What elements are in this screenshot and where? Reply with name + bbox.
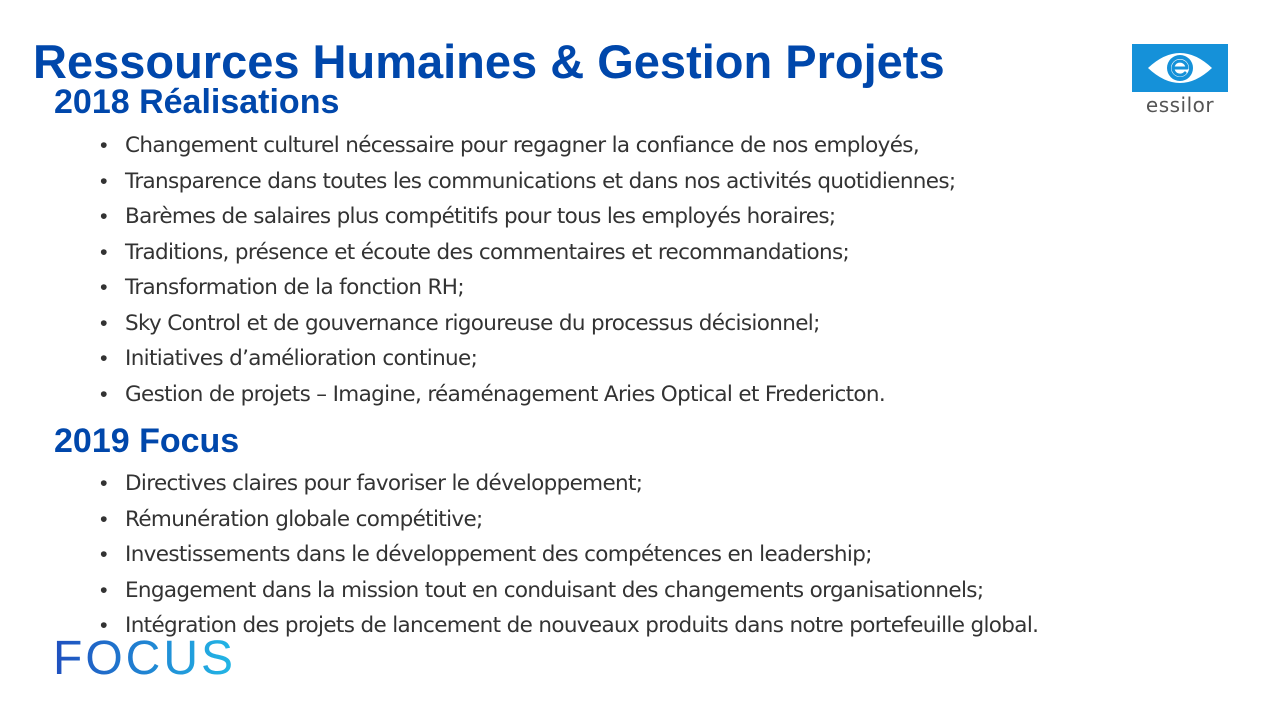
list-item: • Transformation de la fonction RH;: [100, 270, 956, 306]
list-item: • Directives claires pour favoriser le développement;: [100, 466, 1038, 502]
slide-title: Ressources Humaines & Gestion Projets: [33, 35, 945, 88]
bullet-icon: •: [100, 471, 107, 495]
bullet-icon: •: [100, 275, 107, 299]
list-item: • Traditions, présence et écoute des commentaires et recommandations;: [100, 235, 956, 271]
bullet-icon: •: [100, 204, 107, 228]
essilor-logo: [1132, 44, 1228, 116]
list-item: • Transparence dans toutes les communications et dans nos activités quotidiennes;: [100, 164, 956, 200]
bullet-icon: •: [100, 310, 107, 335]
list-2018-realisations: [100, 128, 956, 412]
list-item: • Sky Control et de gouvernance rigoureuse du processus décisionnel;: [100, 306, 956, 342]
bullet-icon: •: [100, 613, 107, 637]
bullet-icon: •: [100, 577, 107, 602]
bullet-icon: •: [100, 133, 107, 157]
bullet-icon: •: [100, 542, 107, 566]
bullet-icon: •: [100, 239, 107, 264]
list-item: • Intégration des projets de lancement de nouveaux produits dans notre portefeuille global.: [100, 608, 1038, 644]
list-item: • Investissements dans le développement des compétences en leadership;: [100, 537, 1038, 573]
heading-2018-realisations: 2018 Réalisations: [54, 83, 340, 121]
list-item: • Rémunération globale compétitive;: [100, 502, 1038, 538]
heading-2019-focus: 2019 Focus: [54, 422, 240, 460]
focus-wordmark: FOCUS: [53, 634, 236, 680]
essilor-wordmark: essilor: [1145, 93, 1215, 117]
list-item: • Barèmes de salaires plus compétitifs pour tous les employés horaires;: [100, 199, 956, 235]
bullet-icon: •: [100, 346, 107, 370]
list-2019-focus: [100, 466, 1038, 644]
bullet-icon: •: [100, 381, 107, 406]
bullet-icon: •: [100, 506, 107, 531]
list-item: • Gestion de projets – Imagine, réaménagement Aries Optical et Fredericton.: [100, 377, 956, 413]
list-item: • Initiatives d’amélioration continue;: [100, 341, 956, 377]
bullet-icon: •: [100, 168, 107, 193]
focus-logo: [53, 634, 253, 680]
list-item: • Changement culturel nécessaire pour regagner la confiance de nos employés,: [100, 128, 956, 164]
list-item: • Engagement dans la mission tout en conduisant des changements organisationnels;: [100, 573, 1038, 609]
essilor-eye-icon: [1132, 44, 1228, 92]
